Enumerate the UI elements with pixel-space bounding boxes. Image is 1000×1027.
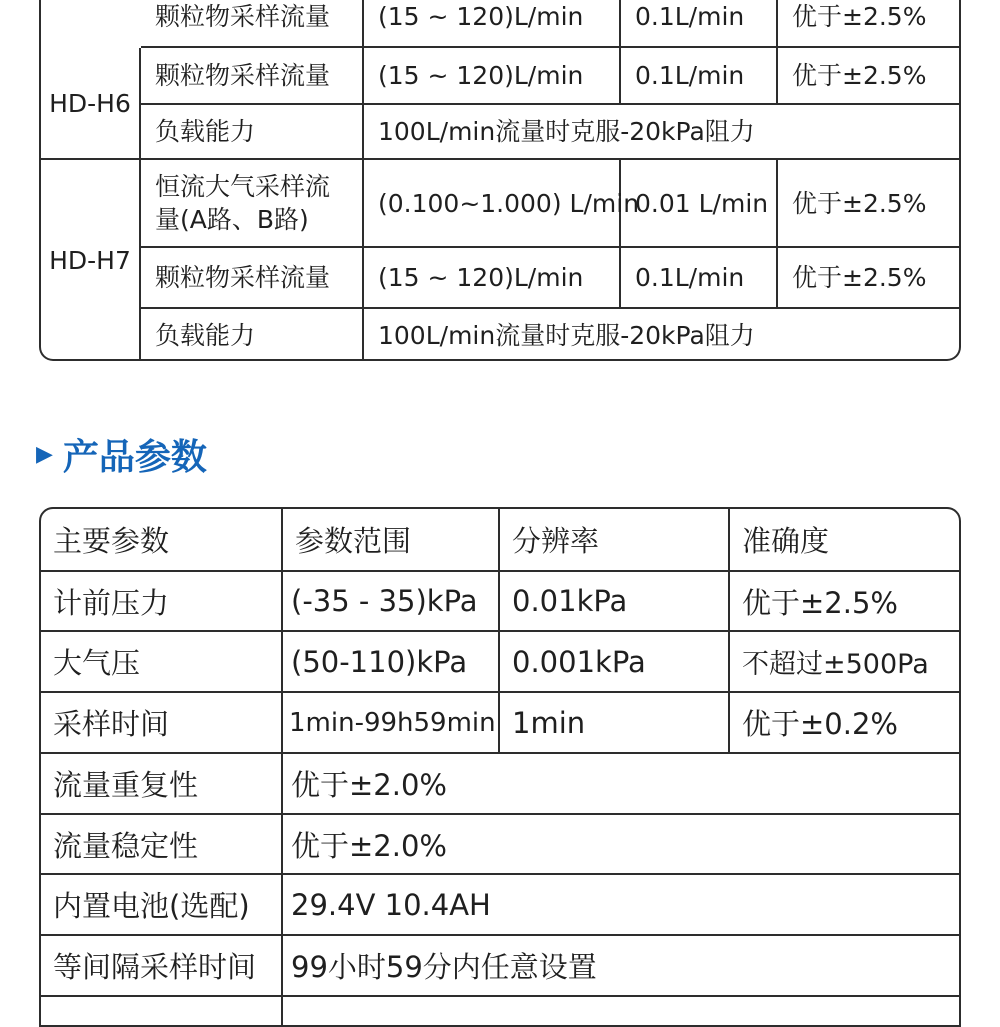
cell-load-capacity: 100L/min流量时克服-20kPa阻力 (364, 105, 961, 160)
cell-accuracy: 优于±2.5% (778, 0, 961, 48)
cell-load-capacity: 100L/min流量时克服-20kPa阻力 (378, 320, 755, 350)
section-title-text: 产品参数 (62, 436, 207, 478)
cell-param: 负载能力 (141, 105, 364, 160)
param-range: (50-110)kPa (283, 632, 500, 693)
param-resolution: 0.01kPa (500, 572, 730, 632)
cell-range: (15 ~ 120)L/min (364, 48, 621, 105)
product-params-table (39, 507, 961, 1027)
cell-range: (0.100~1.000) L/min (364, 160, 621, 248)
param-resolution: 1min (500, 693, 730, 754)
triangle-right-icon: ▶ (36, 441, 53, 467)
cell-resolution: 0.1L/min (621, 0, 778, 48)
cell-param: 负载能力 (141, 309, 364, 361)
cell-param: 颗粒物采样流量 (141, 48, 364, 105)
param-resolution: 0.001kPa (500, 632, 730, 693)
param-accuracy: 不超过±500Pa (730, 632, 961, 693)
param-name: 计前压力 (41, 572, 283, 632)
cell-range: (15 ~ 120)L/min (364, 248, 621, 309)
cell-accuracy: 优于±2.5% (778, 248, 961, 309)
header-range: 参数范围 (283, 509, 500, 572)
param-accuracy: 优于±2.5% (730, 572, 961, 632)
param-range: (-35 - 35)kPa (283, 572, 500, 632)
param-range: 1min-99h59min (283, 693, 500, 754)
cell-accuracy: 优于±2.5% (778, 160, 961, 248)
param-name: 流量稳定性 (41, 815, 283, 875)
param-name: 内置电池(选配) (41, 875, 283, 936)
section-heading (36, 428, 207, 480)
param-value: 优于±2.0% (283, 754, 961, 815)
next-row-name (41, 997, 283, 1027)
model-label-hd-h6: HD-H6 (41, 48, 141, 160)
header-resolution: 分辨率 (500, 509, 730, 572)
param-value: 99小时59分内任意设置 (283, 936, 961, 997)
cell-resolution: 0.1L/min (621, 48, 778, 105)
param-value: 优于±2.0% (283, 815, 961, 875)
top-spec-table (39, 0, 961, 361)
param-accuracy: 优于±0.2% (730, 693, 961, 754)
header-main-param: 主要参数 (41, 509, 283, 572)
param-name: 大气压 (41, 632, 283, 693)
next-row-value (283, 997, 961, 1027)
param-value: 29.4V 10.4AH (283, 875, 961, 936)
header-accuracy: 准确度 (730, 509, 961, 572)
param-name: 采样时间 (41, 693, 283, 754)
cell-resolution: 0.01 L/min (621, 160, 778, 248)
cell-resolution: 0.1L/min (621, 248, 778, 309)
cell-param: 颗粒物采样流量 (141, 0, 364, 48)
cell-accuracy: 优于±2.5% (778, 48, 961, 105)
cell-param: 恒流大气采样流量(A路、B路) (141, 160, 364, 248)
param-name: 等间隔采样时间 (41, 936, 283, 997)
cell-param: 颗粒物采样流量 (141, 248, 364, 309)
param-name: 流量重复性 (41, 754, 283, 815)
model-label-hd-h7: HD-H7 (41, 160, 141, 361)
cell-range: (15 ~ 120)L/min (364, 0, 621, 48)
